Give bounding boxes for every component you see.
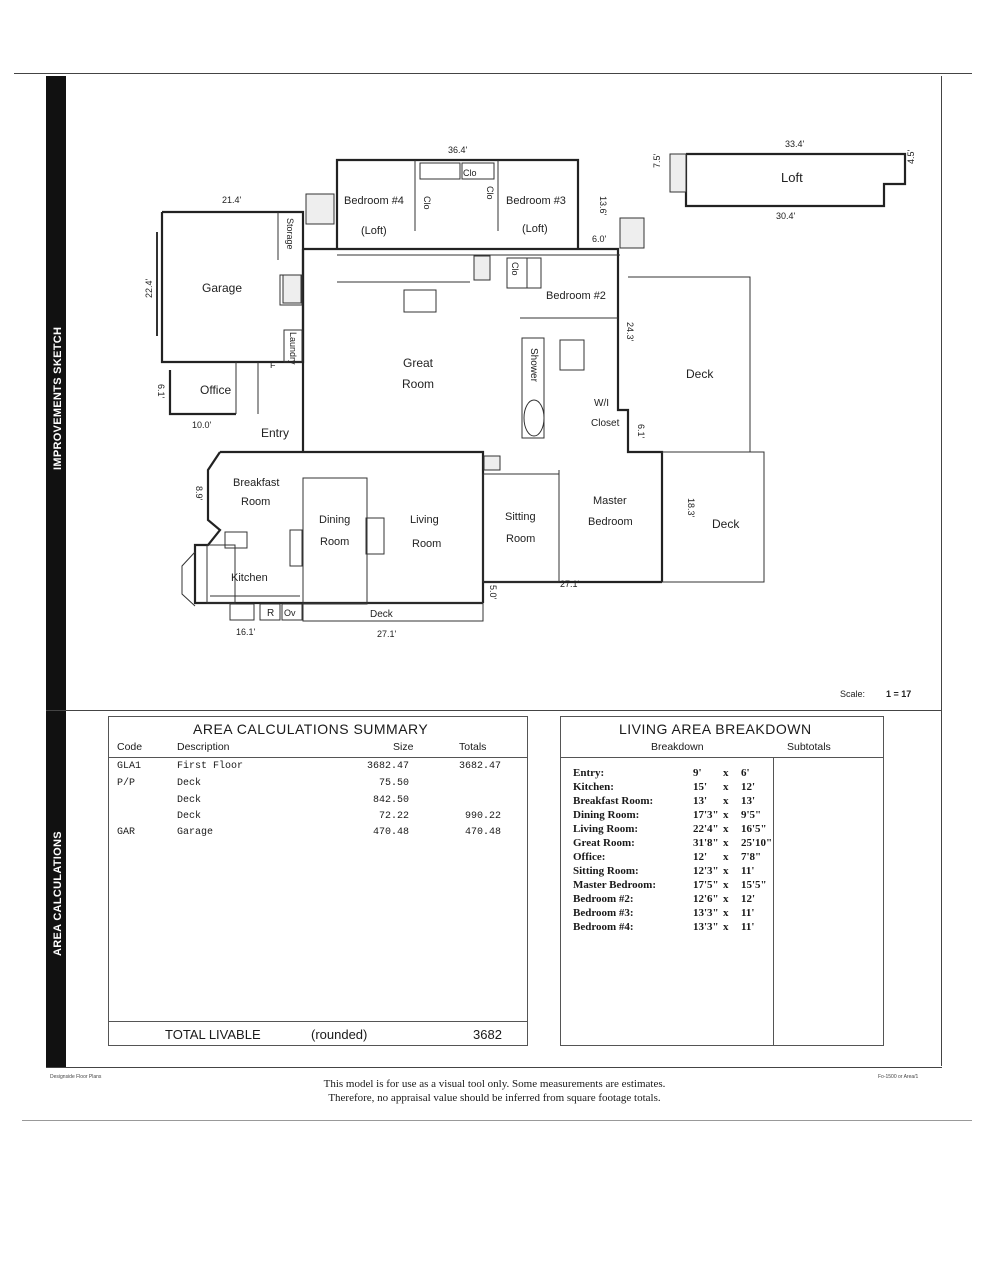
row-description: Deck xyxy=(177,778,202,789)
breakdown-x: x xyxy=(723,907,729,919)
breakdown-dim-b: 11' xyxy=(741,865,755,877)
room-bedroom4: Bedroom #4 xyxy=(344,195,404,207)
footer-right-tag: Fo-1500 or Area/1 xyxy=(878,1074,919,1080)
breakdown-x: x xyxy=(723,893,729,905)
breakdown-dim-a: 17'5" xyxy=(693,879,719,891)
room-kitchen: Kitchen xyxy=(231,572,268,584)
row-description: Deck xyxy=(177,811,202,822)
breakdown-x: x xyxy=(723,865,729,877)
room-entry: Entry xyxy=(261,426,290,440)
area-calculations-label: AREA CALCULATIONS xyxy=(52,831,64,956)
total-rule xyxy=(109,1021,527,1022)
row-description: Garage xyxy=(177,827,214,838)
room-living-2: Room xyxy=(412,538,442,550)
breakdown-dim-b: 6' xyxy=(741,767,750,779)
total-livable-label: TOTAL LIVABLE xyxy=(165,1027,261,1042)
room-living-1: Living xyxy=(410,514,439,526)
breakdown-x: x xyxy=(723,795,729,807)
breakdown-dim-a: 13'3" xyxy=(693,907,719,919)
scale-value: 1 = 17 xyxy=(886,689,912,699)
footer-left-tag: Designside Floor Plans xyxy=(50,1074,102,1080)
breakdown-room: Great Room: xyxy=(573,837,635,849)
dim-4-5: 4.5' xyxy=(906,149,916,164)
breakdown-x: x xyxy=(723,921,729,933)
room-great-2: Room xyxy=(402,377,435,391)
dim-21-4: 21.4' xyxy=(222,195,242,205)
breakdown-dim-a: 12'3" xyxy=(693,865,719,877)
area-summary-header-rule xyxy=(109,757,527,758)
breakdown-x: x xyxy=(723,781,729,793)
row-code: GAR xyxy=(117,827,136,838)
room-bedroom2: Bedroom #2 xyxy=(546,290,606,302)
breakdown-room: Breakfast Room: xyxy=(573,795,654,807)
bottom-rule xyxy=(46,1067,942,1068)
room-laundry: Laundry xyxy=(288,332,298,365)
living-breakdown-title: LIVING AREA BREAKDOWN xyxy=(619,721,812,737)
dim-7-5: 7.5' xyxy=(652,153,662,168)
room-deck-bottom: Deck xyxy=(370,609,393,620)
room-bedroom3: Bedroom #3 xyxy=(506,195,566,207)
dim-13-6: 13.6' xyxy=(598,196,608,216)
room-dining-2: Room xyxy=(320,536,350,548)
row-code: P/P xyxy=(117,778,136,789)
room-great-1: Great xyxy=(403,356,434,370)
breakdown-dim-b: 9'5" xyxy=(741,809,762,821)
room-f: F xyxy=(270,360,276,370)
header-subtotals: Subtotals xyxy=(787,741,831,753)
area-summary-box xyxy=(108,716,528,1046)
row-size: 842.50 xyxy=(373,795,410,806)
room-master-2: Bedroom xyxy=(588,516,633,528)
room-shower: Shower xyxy=(528,348,539,382)
breakdown-dim-b: 25'10" xyxy=(741,837,773,849)
breakdown-dim-b: 11' xyxy=(741,921,755,933)
row-description: First Floor xyxy=(177,761,244,772)
dim-27-1-deck: 27.1' xyxy=(377,629,397,639)
row-total: 990.22 xyxy=(465,811,502,822)
breakdown-x: x xyxy=(723,809,729,821)
breakdown-room: Kitchen: xyxy=(573,781,614,793)
breakdown-dim-a: 12'6" xyxy=(693,893,719,905)
room-breakfast-1: Breakfast xyxy=(233,477,280,489)
breakdown-dim-a: 13'3" xyxy=(693,921,719,933)
breakdown-room: Bedroom #4: xyxy=(573,921,634,933)
breakdown-dim-b: 12' xyxy=(741,893,756,905)
header-description: Description xyxy=(177,741,230,753)
breakdown-dim-b: 11' xyxy=(741,907,755,919)
room-sitting-1: Sitting xyxy=(505,511,536,523)
row-total: 470.48 xyxy=(465,827,502,838)
dim-8-9: 8.9' xyxy=(194,486,204,501)
dim-6-1-closet: 6.1' xyxy=(636,424,646,439)
dim-36-4: 36.4' xyxy=(448,145,468,155)
room-wi-1: W/I xyxy=(594,398,609,409)
breakdown-dim-a: 9' xyxy=(693,767,702,779)
lower-wing-wall xyxy=(303,452,483,603)
breakdown-dim-b: 16'5" xyxy=(741,823,767,835)
scale-label: Scale: xyxy=(840,689,866,699)
room-bedroom3-loft: (Loft) xyxy=(522,223,548,235)
room-loft: Loft xyxy=(781,170,803,185)
breakdown-dim-b: 12' xyxy=(741,781,756,793)
breakdown-x: x xyxy=(723,767,729,779)
row-size: 72.22 xyxy=(379,811,410,822)
page-bottom-rule xyxy=(22,1120,972,1121)
total-livable-note: (rounded) xyxy=(311,1027,368,1042)
living-breakdown-box xyxy=(560,716,884,1046)
room-deck-upper: Deck xyxy=(686,367,714,381)
living-breakdown-col-rule xyxy=(773,757,774,1045)
breakdown-x: x xyxy=(723,823,729,835)
breakdown-room: Sitting Room: xyxy=(573,865,639,877)
room-clo-left: Clo xyxy=(422,196,432,210)
footer-line-2: Therefore, no appraisal value should be inferred from square footage totals. xyxy=(328,1092,661,1104)
room-refrigerator: R xyxy=(267,608,275,619)
breakdown-x: x xyxy=(723,851,729,863)
header-size: Size xyxy=(393,741,414,753)
room-master-1: Master xyxy=(593,495,627,507)
header-breakdown: Breakdown xyxy=(651,741,704,753)
breakdown-dim-b: 15'5" xyxy=(741,879,767,891)
dim-16-1: 16.1' xyxy=(236,627,256,637)
footer-line-1: This model is for use as a visual tool only. Some measurements are estimates. xyxy=(323,1078,666,1090)
room-clo-top: Clo xyxy=(463,168,477,178)
breakdown-dim-a: 13' xyxy=(693,795,708,807)
section-divider xyxy=(46,710,942,711)
dim-18-3: 18.3' xyxy=(686,498,696,518)
dim-6-1-office: 6.1' xyxy=(156,384,166,399)
breakdown-room: Bedroom #3: xyxy=(573,907,634,919)
dim-5-0: 5.0' xyxy=(488,585,498,600)
header-totals: Totals xyxy=(459,741,487,753)
row-total: 3682.47 xyxy=(459,761,502,772)
header-code: Code xyxy=(117,741,143,753)
breakdown-dim-a: 15' xyxy=(693,781,708,793)
room-dining-1: Dining xyxy=(319,514,351,526)
room-storage: Storage xyxy=(285,218,295,250)
area-summary-title: AREA CALCULATIONS SUMMARY xyxy=(193,721,429,737)
breakdown-room: Living Room: xyxy=(573,823,639,835)
breakdown-dim-b: 7'8" xyxy=(741,851,762,863)
room-office: Office xyxy=(200,383,232,397)
improvements-sketch-label: IMPROVEMENTS SKETCH xyxy=(52,326,64,470)
dim-33-4: 33.4' xyxy=(785,139,805,149)
dim-24-3: 24.3' xyxy=(625,322,635,342)
breakdown-x: x xyxy=(723,837,729,849)
row-description: Deck xyxy=(177,795,202,806)
row-size: 470.48 xyxy=(373,827,410,838)
row-size: 3682.47 xyxy=(367,761,410,772)
room-breakfast-2: Room xyxy=(241,496,271,508)
breakdown-room: Office: xyxy=(573,851,606,863)
breakdown-room: Bedroom #2: xyxy=(573,893,634,905)
breakdown-dim-b: 13' xyxy=(741,795,756,807)
breakdown-dim-a: 31'8" xyxy=(693,837,719,849)
breakdown-room: Master Bedroom: xyxy=(573,879,656,891)
dim-22-4: 22.4' xyxy=(144,278,154,298)
room-oven: Ov xyxy=(284,608,296,618)
row-code: GLA1 xyxy=(117,761,142,772)
breakdown-room: Dining Room: xyxy=(573,809,640,821)
dim-27-1-master: 27.1' xyxy=(560,579,580,589)
room-garage: Garage xyxy=(202,281,243,295)
room-sitting-2: Room xyxy=(506,533,536,545)
room-clo-bed2: Clo xyxy=(510,262,520,276)
breakdown-x: x xyxy=(723,879,729,891)
row-size: 75.50 xyxy=(379,778,410,789)
room-wi-2: Closet xyxy=(591,418,620,429)
room-clo-right: Clo xyxy=(485,186,495,200)
breakdown-dim-a: 22'4" xyxy=(693,823,719,835)
room-bedroom4-loft: (Loft) xyxy=(361,225,387,237)
room-deck-lower: Deck xyxy=(712,517,740,531)
dim-10-0: 10.0' xyxy=(192,420,212,430)
dim-6-0: 6.0' xyxy=(592,234,607,244)
breakdown-room: Entry: xyxy=(573,767,605,779)
dim-30-4: 30.4' xyxy=(776,211,796,221)
total-livable-value: 3682 xyxy=(473,1027,502,1042)
breakdown-dim-a: 12' xyxy=(693,851,708,863)
living-breakdown-header-rule xyxy=(561,757,883,758)
breakdown-dim-a: 17'3" xyxy=(693,809,719,821)
